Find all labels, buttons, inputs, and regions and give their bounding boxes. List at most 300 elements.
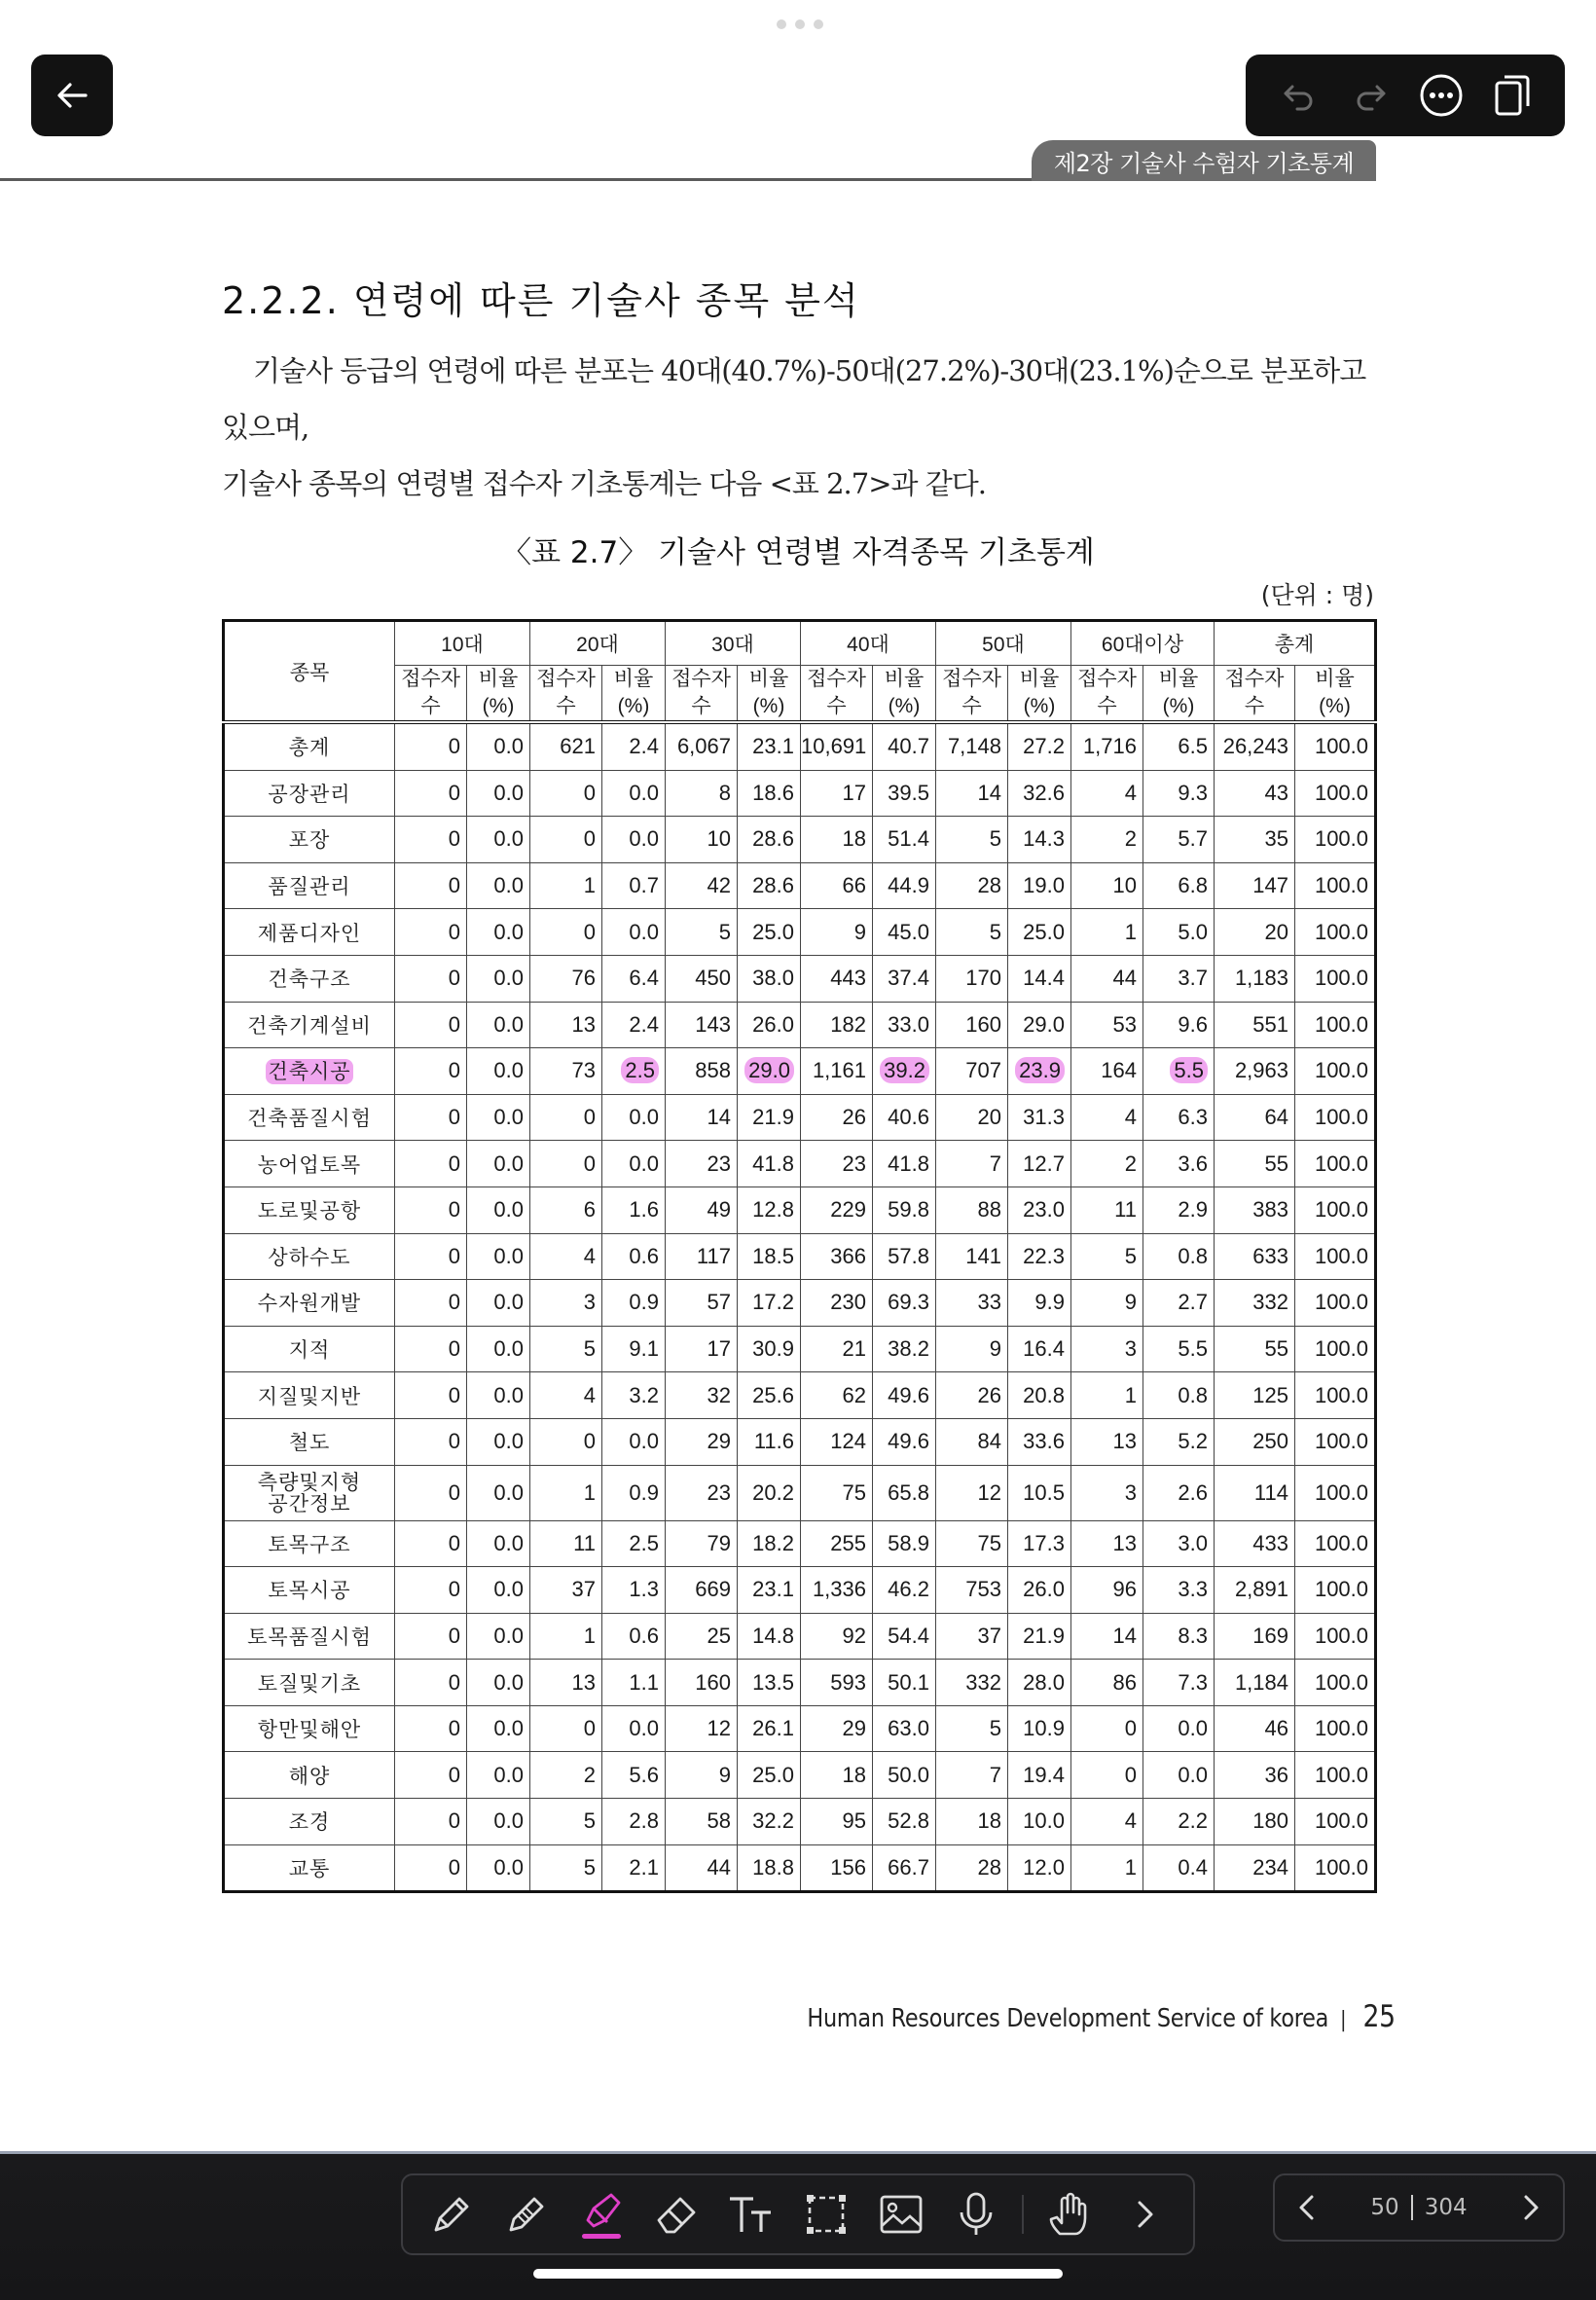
- count-cell: 76: [530, 955, 602, 1002]
- ratio-cell: 23.1: [738, 722, 801, 770]
- ratio-cell: 0.0: [602, 770, 666, 817]
- pen-tool[interactable]: [422, 2185, 481, 2244]
- count-cell: 43: [1215, 770, 1295, 817]
- count-cell: 0: [395, 1326, 467, 1372]
- ratio-cell: 100.0: [1295, 1048, 1376, 1095]
- ratio-cell: 46.2: [873, 1567, 936, 1614]
- ratio-cell: 100.0: [1295, 1613, 1376, 1660]
- table-caption: 〈표 2.7〉 기술사 연령별 자격종목 기초통계: [501, 535, 1095, 570]
- count-cell: 6,067: [666, 722, 738, 770]
- count-cell: 0: [395, 1567, 467, 1614]
- count-cell: 0: [395, 1372, 467, 1419]
- ratio-cell: 0.9: [602, 1280, 666, 1327]
- count-cell: 5: [936, 1705, 1008, 1752]
- count-cell: 3: [1071, 1326, 1143, 1372]
- text-tool[interactable]: [722, 2185, 780, 2244]
- count-cell: 9: [666, 1752, 738, 1799]
- ratio-cell: 0.0: [467, 1002, 530, 1048]
- ratio-cell: 0.0: [602, 817, 666, 863]
- count-cell: 0: [395, 1141, 467, 1187]
- ratio-cell: 0.0: [467, 1752, 530, 1799]
- undo-icon: [1281, 77, 1318, 114]
- ratio-cell: 0.0: [467, 1567, 530, 1614]
- ratio-cell: 1.1: [602, 1660, 666, 1706]
- row-category: 수자원개발: [224, 1280, 395, 1327]
- ratio-cell: 13.5: [738, 1660, 801, 1706]
- count-cell: 88: [936, 1187, 1008, 1233]
- eraser-icon: [653, 2191, 700, 2238]
- table-row: [224, 1613, 1376, 1660]
- count-cell: 7: [936, 1141, 1008, 1187]
- count-cell: 92: [801, 1613, 873, 1660]
- back-button[interactable]: [31, 55, 113, 136]
- image-icon: [878, 2191, 925, 2238]
- row-category: 토질및기초: [224, 1660, 395, 1706]
- age-group-header: 60대이상: [1071, 621, 1215, 666]
- ratio-cell: 100.0: [1295, 1705, 1376, 1752]
- ratio-cell: 9.1: [602, 1326, 666, 1372]
- row-category: 공장관리: [224, 770, 395, 817]
- ratio-cell: 0.0: [602, 1418, 666, 1465]
- ratio-cell: 100.0: [1295, 1660, 1376, 1706]
- ratio-cell: 100.0: [1295, 1094, 1376, 1141]
- count-cell: 46: [1215, 1705, 1295, 1752]
- ratio-cell: 0.0: [467, 1844, 530, 1892]
- drag-handle[interactable]: [777, 19, 823, 29]
- ratio-cell: 11.6: [738, 1418, 801, 1465]
- category-header: 종목: [224, 621, 395, 723]
- ratio-cell: 45.0: [873, 909, 936, 956]
- count-cell: 0: [395, 1280, 467, 1327]
- ratio-cell: 25.6: [738, 1372, 801, 1419]
- mic-tool[interactable]: [947, 2185, 1005, 2244]
- ratio-cell: 49.6: [873, 1418, 936, 1465]
- table-row: [224, 1048, 1376, 1095]
- count-cell: 53: [1071, 1002, 1143, 1048]
- ratio-cell: 33.6: [1008, 1418, 1071, 1465]
- count-cell: 66: [801, 862, 873, 909]
- count-cell: 332: [936, 1660, 1008, 1706]
- ratio-cell: 100.0: [1295, 955, 1376, 1002]
- ratio-cell: 30.9: [738, 1326, 801, 1372]
- more-button[interactable]: [1415, 69, 1468, 122]
- count-cell: 125: [1215, 1372, 1295, 1419]
- next-page-icon[interactable]: [1518, 2191, 1543, 2224]
- ratio-cell: 100.0: [1295, 1520, 1376, 1567]
- ratio-cell: 22.3: [1008, 1233, 1071, 1280]
- count-cell: 124: [801, 1418, 873, 1465]
- count-cell: 4: [1071, 1799, 1143, 1845]
- count-cell: 170: [936, 955, 1008, 1002]
- count-cell: 332: [1215, 1280, 1295, 1327]
- count-subheader: 접수자 수: [395, 666, 467, 723]
- count-cell: 0: [395, 909, 467, 956]
- prev-page-icon[interactable]: [1294, 2191, 1320, 2224]
- ratio-cell: 26.0: [1008, 1567, 1071, 1614]
- count-cell: 0: [395, 722, 467, 770]
- image-tool[interactable]: [872, 2185, 930, 2244]
- count-cell: 95: [801, 1799, 873, 1845]
- redo-button[interactable]: [1344, 69, 1396, 122]
- count-cell: 3: [1071, 1465, 1143, 1520]
- ratio-cell: 2.2: [1143, 1799, 1215, 1845]
- ratio-cell: 17.2: [738, 1280, 801, 1327]
- ratio-cell: 39.5: [873, 770, 936, 817]
- ratio-cell: 31.3: [1008, 1094, 1071, 1141]
- ratio-cell: 10.0: [1008, 1799, 1071, 1845]
- count-cell: 13: [530, 1002, 602, 1048]
- count-cell: 23: [666, 1141, 738, 1187]
- row-category: 교통: [224, 1844, 395, 1892]
- hand-tool[interactable]: [1040, 2185, 1099, 2244]
- ratio-cell: 0.0: [467, 1705, 530, 1752]
- ratio-cell: 2.5: [602, 1520, 666, 1567]
- count-cell: 17: [801, 770, 873, 817]
- ratio-cell: 17.3: [1008, 1520, 1071, 1567]
- count-cell: 383: [1215, 1187, 1295, 1233]
- count-cell: 255: [801, 1520, 873, 1567]
- undo-button[interactable]: [1273, 69, 1325, 122]
- table-row: [224, 1705, 1376, 1752]
- count-cell: 0: [395, 862, 467, 909]
- table-row: [224, 1233, 1376, 1280]
- count-cell: 0: [395, 1660, 467, 1706]
- row-category: 총계: [224, 722, 395, 770]
- count-cell: 0: [395, 1705, 467, 1752]
- count-subheader: 접수자 수: [1215, 666, 1295, 723]
- table-row: [224, 1799, 1376, 1845]
- count-cell: 1,184: [1215, 1660, 1295, 1706]
- ratio-subheader: 비율 (%): [1008, 666, 1071, 723]
- ratio-cell: 23.0: [1008, 1187, 1071, 1233]
- ratio-cell: 3.2: [602, 1372, 666, 1419]
- count-cell: 1: [530, 1465, 602, 1520]
- highlighter-icon: [578, 2187, 625, 2242]
- count-cell: 14: [1071, 1613, 1143, 1660]
- row-category: 품질관리: [224, 862, 395, 909]
- count-cell: 4: [530, 1372, 602, 1419]
- count-cell: 5: [530, 1326, 602, 1372]
- count-cell: 12: [936, 1465, 1008, 1520]
- count-cell: 10: [666, 817, 738, 863]
- ratio-cell: 100.0: [1295, 770, 1376, 817]
- ratio-cell: 14.8: [738, 1613, 801, 1660]
- ratio-cell: 100.0: [1295, 862, 1376, 909]
- count-cell: 3: [530, 1280, 602, 1327]
- count-cell: 14: [936, 770, 1008, 817]
- highlight-mark: 29.0: [744, 1057, 794, 1083]
- table-row: [224, 817, 1376, 863]
- highlighter-tool[interactable]: [572, 2185, 631, 2244]
- count-cell: 160: [666, 1660, 738, 1706]
- pencil-tool[interactable]: [497, 2185, 556, 2244]
- row-category: 포장: [224, 817, 395, 863]
- count-cell: 0: [395, 1520, 467, 1567]
- more-tools-button[interactable]: [1115, 2185, 1174, 2244]
- row-category: 농어업토목: [224, 1141, 395, 1187]
- count-cell: 1,716: [1071, 722, 1143, 770]
- ratio-cell: 8.3: [1143, 1613, 1215, 1660]
- table-row: [224, 1844, 1376, 1892]
- table-row: [224, 862, 1376, 909]
- count-cell: 2: [1071, 817, 1143, 863]
- ratio-cell: 10.5: [1008, 1465, 1071, 1520]
- count-cell: 7,148: [936, 722, 1008, 770]
- ratio-cell: 25.0: [1008, 909, 1071, 956]
- count-subheader: 접수자 수: [1071, 666, 1143, 723]
- ratio-cell: 66.7: [873, 1844, 936, 1892]
- count-cell: 593: [801, 1660, 873, 1706]
- ratio-cell: 59.8: [873, 1187, 936, 1233]
- ratio-cell: 2.6: [1143, 1465, 1215, 1520]
- count-cell: 18: [801, 817, 873, 863]
- ratio-cell: [873, 1048, 936, 1095]
- table-row: [224, 1326, 1376, 1372]
- ratio-cell: 32.6: [1008, 770, 1071, 817]
- ratio-subheader: 비율 (%): [738, 666, 801, 723]
- table-row: [224, 1094, 1376, 1141]
- row-category: 토목시공: [224, 1567, 395, 1614]
- ratio-cell: 14.3: [1008, 817, 1071, 863]
- count-cell: 443: [801, 955, 873, 1002]
- ratio-cell: 19.4: [1008, 1752, 1071, 1799]
- count-cell: 1,336: [801, 1567, 873, 1614]
- count-cell: 26,243: [1215, 722, 1295, 770]
- ratio-cell: 21.9: [738, 1094, 801, 1141]
- row-category: 제품디자인: [224, 909, 395, 956]
- ratio-cell: 0.6: [602, 1233, 666, 1280]
- ratio-cell: 63.0: [873, 1705, 936, 1752]
- section-title: 2.2.2. 연령에 따른 기술사 종목 분석: [222, 279, 860, 322]
- ratio-cell: [1008, 1048, 1071, 1095]
- count-cell: 0: [530, 1418, 602, 1465]
- ratio-cell: 0.0: [467, 1418, 530, 1465]
- count-cell: 9: [801, 909, 873, 956]
- count-cell: 62: [801, 1372, 873, 1419]
- total-pages: 304: [1424, 2195, 1468, 2220]
- pen-icon: [428, 2191, 475, 2238]
- count-cell: 9: [936, 1326, 1008, 1372]
- ratio-cell: 0.6: [602, 1613, 666, 1660]
- count-cell: 18: [801, 1752, 873, 1799]
- ratio-subheader: 비율 (%): [873, 666, 936, 723]
- ratio-cell: 40.6: [873, 1094, 936, 1141]
- ratio-cell: 0.0: [467, 1233, 530, 1280]
- count-cell: 64: [1215, 1094, 1295, 1141]
- age-group-header: 총계: [1215, 621, 1376, 666]
- page-navigator: [1273, 2173, 1565, 2242]
- count-cell: 23: [666, 1465, 738, 1520]
- ratio-cell: 3.7: [1143, 955, 1215, 1002]
- count-cell: 79: [666, 1520, 738, 1567]
- ratio-cell: 18.2: [738, 1520, 801, 1567]
- ratio-cell: 9.3: [1143, 770, 1215, 817]
- ratio-cell: 6.8: [1143, 862, 1215, 909]
- ratio-cell: 9.6: [1143, 1002, 1215, 1048]
- page-divider: [1411, 2195, 1413, 2220]
- ratio-cell: 0.0: [467, 817, 530, 863]
- count-cell: 0: [1071, 1752, 1143, 1799]
- count-cell: 633: [1215, 1233, 1295, 1280]
- count-cell: 25: [666, 1613, 738, 1660]
- ratio-cell: 5.7: [1143, 817, 1215, 863]
- count-cell: 0: [395, 1187, 467, 1233]
- count-cell: 5: [530, 1844, 602, 1892]
- count-cell: 4: [1071, 1094, 1143, 1141]
- ratio-cell: 0.0: [467, 1141, 530, 1187]
- ratio-cell: 0.0: [467, 1187, 530, 1233]
- home-indicator[interactable]: [533, 2269, 1063, 2279]
- ratio-cell: 49.6: [873, 1372, 936, 1419]
- count-cell: 1: [530, 862, 602, 909]
- ratio-cell: 2.4: [602, 722, 666, 770]
- ratio-cell: 52.8: [873, 1799, 936, 1845]
- ratio-cell: 5.6: [602, 1752, 666, 1799]
- ratio-cell: 28.0: [1008, 1660, 1071, 1706]
- ratio-cell: 32.2: [738, 1799, 801, 1845]
- count-cell: 0: [395, 955, 467, 1002]
- count-cell: 0: [530, 1141, 602, 1187]
- count-cell: 11: [1071, 1187, 1143, 1233]
- count-cell: 84: [936, 1418, 1008, 1465]
- count-cell: 0: [530, 770, 602, 817]
- count-cell: 858: [666, 1048, 738, 1095]
- eraser-tool[interactable]: [647, 2185, 706, 2244]
- count-cell: 2,963: [1215, 1048, 1295, 1095]
- copy-button[interactable]: [1486, 69, 1539, 122]
- body-paragraph: [222, 343, 1375, 512]
- count-cell: 0: [530, 817, 602, 863]
- count-cell: 73: [530, 1048, 602, 1095]
- ratio-cell: 100.0: [1295, 1280, 1376, 1327]
- count-cell: 0: [395, 1799, 467, 1845]
- stats-table: [222, 619, 1377, 1893]
- ratio-cell: 0.0: [467, 1094, 530, 1141]
- ratio-cell: 18.8: [738, 1844, 801, 1892]
- row-category: 도로및공항: [224, 1187, 395, 1233]
- age-group-header: 20대: [530, 621, 666, 666]
- count-cell: 5: [1071, 1233, 1143, 1280]
- ratio-cell: 0.0: [467, 955, 530, 1002]
- ratio-cell: 12.8: [738, 1187, 801, 1233]
- row-category: 항만및해안: [224, 1705, 395, 1752]
- ratio-cell: 3.6: [1143, 1141, 1215, 1187]
- ratio-cell: 100.0: [1295, 1372, 1376, 1419]
- ratio-cell: 38.2: [873, 1326, 936, 1372]
- ratio-cell: 21.9: [1008, 1613, 1071, 1660]
- count-cell: 1,161: [801, 1048, 873, 1095]
- lasso-tool[interactable]: [797, 2185, 855, 2244]
- table-row: [224, 1520, 1376, 1567]
- paragraph-line-2: 기술사 종목의 연령별 접수자 기초통계는 다음 <표 2.7>과 같다.: [222, 467, 987, 500]
- count-cell: 0: [395, 1233, 467, 1280]
- count-cell: 33: [936, 1280, 1008, 1327]
- ratio-cell: 16.4: [1008, 1326, 1071, 1372]
- ratio-cell: 0.0: [467, 722, 530, 770]
- row-category: 건축구조: [224, 955, 395, 1002]
- table-row: [224, 1280, 1376, 1327]
- table-row: [224, 1372, 1376, 1419]
- ratio-cell: 0.0: [467, 1280, 530, 1327]
- row-category: 조경: [224, 1799, 395, 1845]
- ratio-cell: 29.0: [1008, 1002, 1071, 1048]
- more-icon: [1419, 73, 1464, 118]
- count-cell: 21: [801, 1326, 873, 1372]
- chapter-tab: 제2장 기술사 수험자 기초통계: [1032, 140, 1376, 181]
- row-category: [224, 1048, 395, 1095]
- count-cell: 11: [530, 1520, 602, 1567]
- ratio-cell: 41.8: [873, 1141, 936, 1187]
- count-cell: 36: [1215, 1752, 1295, 1799]
- ratio-cell: 0.0: [467, 1372, 530, 1419]
- count-cell: 147: [1215, 862, 1295, 909]
- count-cell: 4: [530, 1233, 602, 1280]
- count-cell: 1: [1071, 1844, 1143, 1892]
- count-subheader: 접수자 수: [666, 666, 738, 723]
- table-row: [224, 1465, 1376, 1520]
- ratio-cell: 41.8: [738, 1141, 801, 1187]
- ratio-cell: 3.0: [1143, 1520, 1215, 1567]
- count-cell: 13: [1071, 1418, 1143, 1465]
- ratio-cell: 50.1: [873, 1660, 936, 1706]
- ratio-cell: 3.3: [1143, 1567, 1215, 1614]
- chevron-right-icon: [1130, 2195, 1159, 2234]
- ratio-cell: 0.8: [1143, 1233, 1215, 1280]
- ratio-cell: 100.0: [1295, 1567, 1376, 1614]
- ratio-cell: 0.0: [602, 1141, 666, 1187]
- count-cell: 229: [801, 1187, 873, 1233]
- ratio-cell: 2.4: [602, 1002, 666, 1048]
- count-cell: 433: [1215, 1520, 1295, 1567]
- table-row: [224, 1567, 1376, 1614]
- count-cell: 5: [936, 817, 1008, 863]
- ratio-cell: 100.0: [1295, 1141, 1376, 1187]
- ratio-cell: 28.6: [738, 817, 801, 863]
- ratio-cell: 0.0: [467, 1520, 530, 1567]
- count-cell: 20: [1215, 909, 1295, 956]
- ratio-cell: 100.0: [1295, 1326, 1376, 1372]
- ratio-cell: 0.0: [1143, 1705, 1215, 1752]
- ratio-cell: 0.9: [602, 1465, 666, 1520]
- count-cell: 6: [530, 1187, 602, 1233]
- count-cell: 13: [530, 1660, 602, 1706]
- count-cell: 17: [666, 1326, 738, 1372]
- ratio-cell: 100.0: [1295, 909, 1376, 956]
- page-indicator[interactable]: [1370, 2195, 1467, 2220]
- ratio-cell: 0.0: [467, 862, 530, 909]
- count-cell: 37: [936, 1613, 1008, 1660]
- count-cell: 26: [801, 1094, 873, 1141]
- publisher-name: Human Resources Development Service of korea: [807, 2004, 1329, 2033]
- count-cell: 0: [395, 1002, 467, 1048]
- count-cell: 14: [666, 1094, 738, 1141]
- age-group-header: 10대: [395, 621, 530, 666]
- count-cell: 250: [1215, 1418, 1295, 1465]
- count-cell: 8: [666, 770, 738, 817]
- ratio-cell: 0.0: [467, 1660, 530, 1706]
- ratio-cell: 25.0: [738, 1752, 801, 1799]
- count-cell: 621: [530, 722, 602, 770]
- count-cell: 707: [936, 1048, 1008, 1095]
- toolbar-separator: [1022, 2195, 1024, 2234]
- count-cell: 0: [395, 1752, 467, 1799]
- ratio-cell: 0.0: [467, 770, 530, 817]
- count-cell: 20: [936, 1094, 1008, 1141]
- page-number: 25: [1362, 1999, 1396, 2034]
- count-cell: 1: [1071, 909, 1143, 956]
- count-cell: 180: [1215, 1799, 1295, 1845]
- highlight-mark: 2.5: [621, 1057, 659, 1083]
